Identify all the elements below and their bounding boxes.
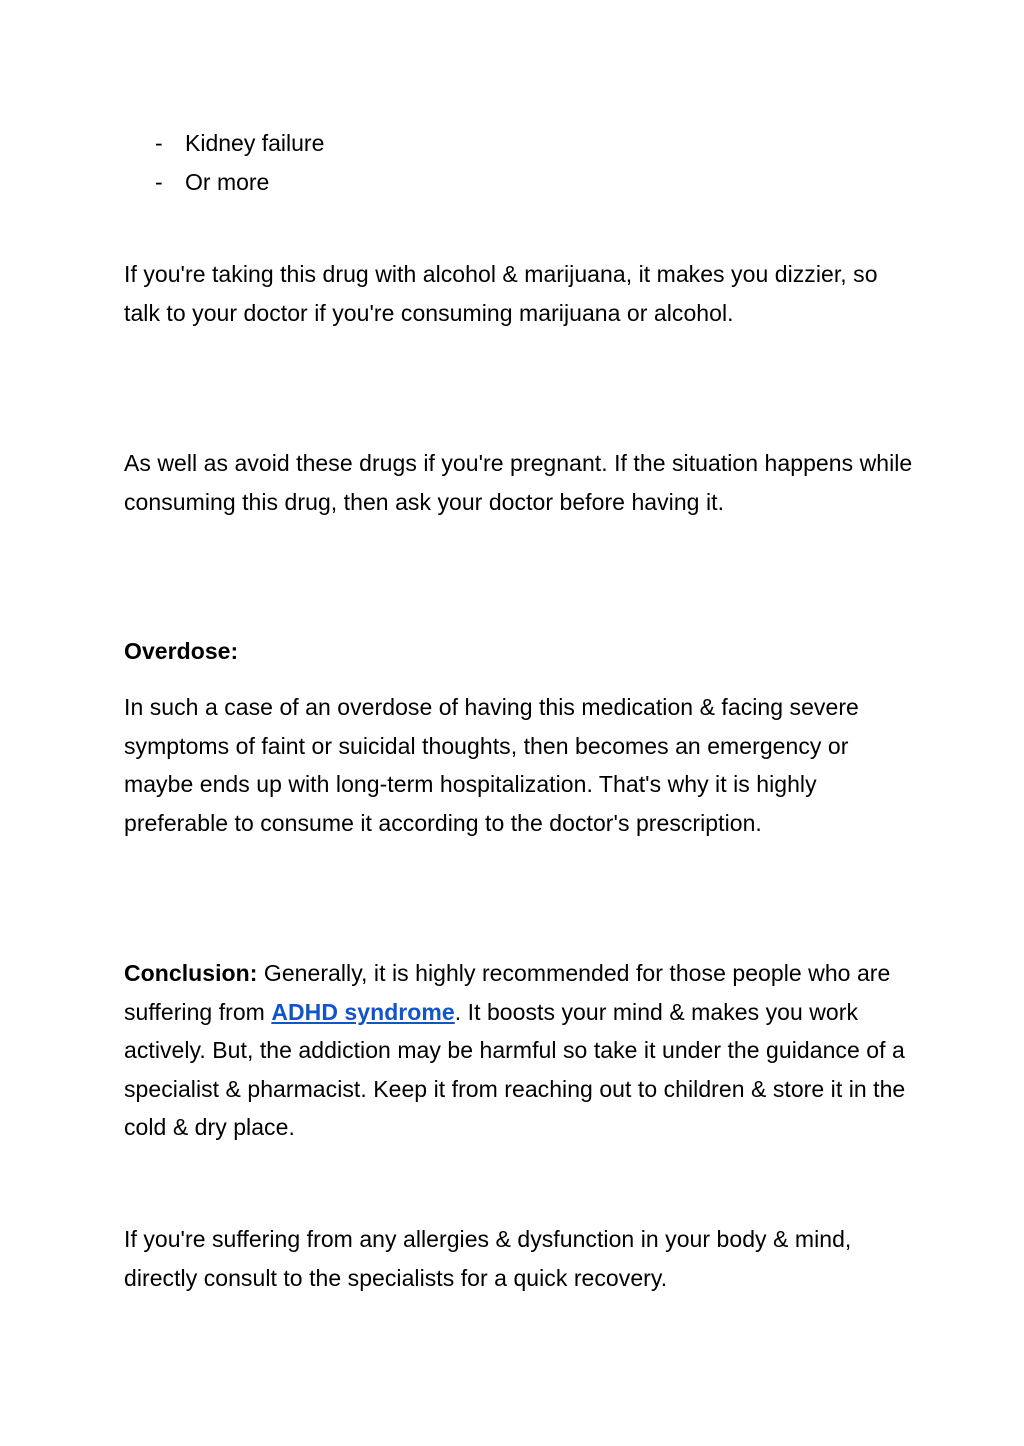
dash-bullet: -: [155, 130, 163, 156]
overdose-paragraph: In such a case of an overdose of having this medication & facing severe symptoms of faint or suicidal thoughts, then becomes an emergency or maybe ends up with long-term hospitalization. That's why it is highly preferable to consume it according to the doctor's prescription.: [124, 694, 859, 836]
dash-bullet: -: [155, 168, 163, 195]
closing-paragraph: If you're suffering from any allergies & dysfunction in your body & mind, directly consult to the specialists for a quick recovery.: [124, 1226, 852, 1291]
conclusion-text-after-link: . It boosts your mind & makes you work actively. But, the addiction may be harmful so take it under the guidance of a specialist & pharmacist. Keep it from reaching out to children & store it in the cold & dry place.: [124, 998, 906, 1141]
conclusion-paragraph: [124, 954, 914, 1147]
list-item-label: Kidney failure: [185, 130, 325, 156]
list-item: [155, 124, 324, 163]
overdose-heading: Overdose:: [124, 638, 239, 664]
bullet-list: [155, 124, 324, 202]
pregnancy-paragraph: As well as avoid these drugs if you're pregnant. If the situation happens while consuming this drug, then ask your doctor before having it.: [124, 450, 913, 515]
conclusion-text-before-link: Generally, it is highly recommended for those people who are suffering from: [124, 960, 891, 1025]
list-item-label: Or more: [185, 168, 270, 195]
list-item: [155, 163, 324, 202]
conclusion-heading: Conclusion:: [124, 960, 258, 986]
alcohol-paragraph: If you're taking this drug with alcohol & marijuana, it makes you dizzier, so talk to your doctor if you're consuming marijuana or alcohol.: [124, 261, 878, 326]
adhd-syndrome-link[interactable]: ADHD syndrome: [271, 998, 455, 1025]
